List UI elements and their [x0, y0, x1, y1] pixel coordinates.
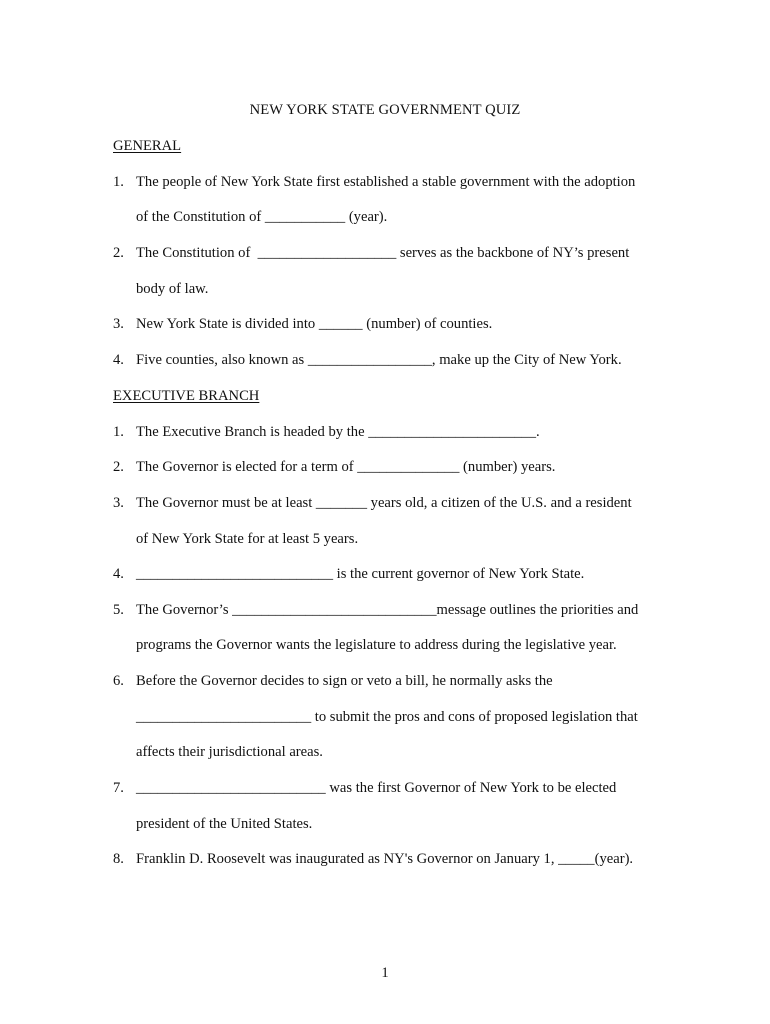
question-text: ________________________ to submit the pros and cons of proposed legislation that	[136, 709, 638, 725]
question-text: Franklin D. Roosevelt was inaugurated as NY's Governor on January 1, _____(year).	[136, 851, 634, 867]
question-number: 2.	[113, 245, 124, 261]
section-heading-executive-branch: EXECUTIVE BRANCH	[113, 388, 260, 404]
question-text: Before the Governor decides to sign or veto a bill, he normally asks the	[136, 673, 553, 689]
question-text: The Executive Branch is headed by the _______________________.	[136, 424, 540, 440]
question-number: 6.	[113, 673, 124, 689]
question-text: president of the United States.	[136, 816, 313, 832]
question-text: affects their jurisdictional areas.	[136, 744, 323, 760]
question-text: programs the Governor wants the legislature to address during the legislative year.	[136, 637, 617, 653]
question-text: The Governor’s ____________________________message outlines the priorities and	[136, 602, 639, 618]
question-number: 2.	[113, 459, 124, 475]
question-number: 1.	[113, 174, 124, 190]
question-number: 8.	[113, 851, 124, 867]
question-number: 5.	[113, 602, 124, 618]
question-number: 1.	[113, 424, 124, 440]
question-number: 4.	[113, 352, 124, 368]
section-heading-general: GENERAL	[113, 138, 182, 154]
question-text: The Governor must be at least _______ years old, a citizen of the U.S. and a resident	[136, 495, 632, 511]
question-text: of the Constitution of ___________ (year).	[136, 209, 388, 225]
question-text: Five counties, also known as _________________, make up the City of New York.	[136, 352, 622, 368]
question-number: 4.	[113, 566, 124, 582]
question-number: 3.	[113, 495, 124, 511]
question-text: The Constitution of ___________________ serves as the backbone of NY’s present	[136, 245, 630, 261]
question-number: 3.	[113, 316, 124, 332]
question-text: The people of New York State first established a stable government with the adoption	[136, 174, 636, 190]
question-number: 7.	[113, 780, 124, 796]
page-number: 1	[381, 965, 389, 981]
question-text: The Governor is elected for a term of ______________ (number) years.	[136, 459, 556, 475]
question-text: body of law.	[136, 281, 209, 297]
question-text: New York State is divided into ______ (number) of counties.	[136, 316, 493, 332]
question-text: __________________________ was the first Governor of New York to be elected	[136, 780, 617, 796]
question-text: of New York State for at least 5 years.	[136, 531, 359, 547]
quiz-title: NEW YORK STATE GOVERNMENT QUIZ	[249, 102, 521, 118]
question-text: ___________________________ is the current governor of New York State.	[136, 566, 585, 582]
